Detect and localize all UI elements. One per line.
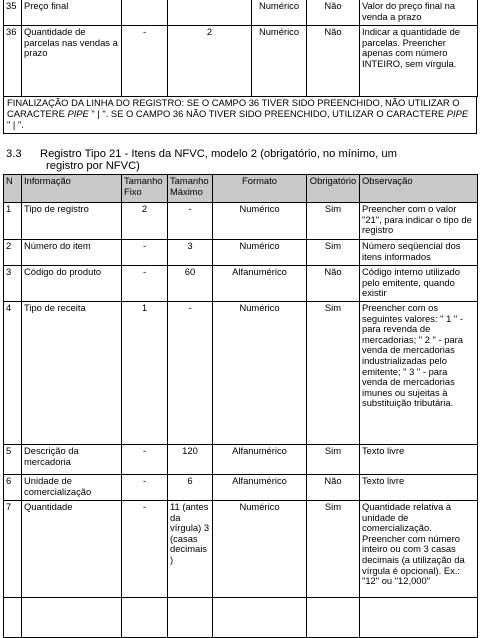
cell-max: 6 (168, 475, 213, 501)
table-row (4, 203, 478, 240)
cell-info: Tipo de registro (22, 203, 122, 240)
section-title-line1: Registro Tipo 21 - Itens da NFVC, modelo 2 (obrigatório, no mínimo, um (40, 148, 397, 160)
cell-n: 35 (4, 0, 22, 26)
cell-obrig: Não (307, 0, 360, 26)
section-title-line2: registro por NFVC) (46, 160, 140, 172)
cell-obrig: Não (307, 26, 360, 97)
cell-formato: Numérico (213, 240, 307, 266)
note-text-1: FINALIZAÇÃO DA LINHA DO REGISTRO: SE O CAMPO 36 TIVER SIDO PREENCHIDO, NÃO UTILIZAR O CARACTERE (7, 97, 460, 119)
table-row (4, 0, 478, 26)
cell-max: 60 (168, 266, 213, 302)
cell-n: 4 (4, 302, 22, 445)
cell-fixo: - (122, 501, 168, 598)
cell-formato: Numérico (252, 0, 307, 26)
cell-info: Descrição da mercadoria (22, 445, 122, 475)
cell-info: Tipo de receita (22, 302, 122, 445)
cell-fixo: - (122, 445, 168, 475)
table-row (4, 266, 478, 302)
cell-obs: Indicar a quantidade de parcelas. Preencher apenas com número INTEIRO, sem vírgula. (360, 26, 478, 97)
cell-formato: Alfanumérico (213, 475, 307, 501)
cell-formato: Numérico (213, 501, 307, 598)
table-row (4, 445, 478, 475)
header-n: N (4, 175, 22, 203)
cell-n: 3 (4, 266, 22, 302)
header-obs: Observação (360, 175, 478, 203)
note-text-2: " | ". SE O CAMPO 36 NÃO TIVER SIDO PREENCHIDO, UTILIZAR O CARACTERE (88, 108, 447, 119)
note-text-3: " | ". (7, 119, 24, 130)
cell-info: Preço final (22, 0, 122, 26)
cell-max: 3 (168, 240, 213, 266)
cell-fixo: - (122, 26, 168, 97)
cell-obs: Valor do preço final na venda a prazo (360, 0, 478, 26)
cell-info: Número do item (22, 240, 122, 266)
table-row-empty (4, 598, 478, 638)
cell-obrig: Sim (307, 445, 360, 475)
cell-fixo: 2 (122, 203, 168, 240)
header-formato: Formato (213, 175, 307, 203)
cell-obs: Texto livre (360, 445, 478, 475)
cell-formato: Numérico (252, 26, 307, 97)
record-line-finalization-note (3, 96, 477, 134)
continued-fields-table (3, 0, 478, 97)
cell-formato: Numérico (213, 203, 307, 240)
cell-n: 2 (4, 240, 22, 266)
cell-info: Código do produto (22, 266, 122, 302)
header-max: Tamanho Máximo (168, 175, 213, 203)
table-row (4, 240, 478, 266)
cell-info: Unidade de comercialização (22, 475, 122, 501)
cell-obrig: Sim (307, 240, 360, 266)
cell-obrig: Sim (307, 203, 360, 240)
note-pipe-1: PIPE (67, 108, 89, 119)
header-info: Informação (22, 175, 122, 203)
cell-max: 2 (168, 26, 252, 97)
cell-obs: Código interno utilizado pelo emitente, quando existir (360, 266, 478, 302)
cell-max: 11 (antes da vírgula) 3 (casas decimais) (168, 501, 213, 598)
cell-max: - (168, 203, 213, 240)
cell-obrig: Sim (307, 302, 360, 445)
cell-formato: Alfanumérico (213, 266, 307, 302)
cell-obs: Quantidade relativa à unidade de comercialização. Preencher com número inteiro ou com 3 casas decimais (a utilização da vírgula é opcional). Ex.: "12" ou "12,000" (360, 501, 478, 598)
table-header-row (4, 175, 478, 203)
cell-n: 36 (4, 26, 22, 97)
cell-fixo: - (122, 266, 168, 302)
cell-max: - (168, 302, 213, 445)
cell-obs: Preencher com o valor "21", para indicar o tipo de registro (360, 203, 478, 240)
cell-n: 1 (4, 203, 22, 240)
table-row (4, 302, 478, 445)
cell-obrig: Sim (307, 501, 360, 598)
table-row (4, 26, 478, 97)
note-pipe-2: PIPE (446, 108, 469, 119)
cell-obrig: Não (307, 266, 360, 302)
cell-n: 6 (4, 475, 22, 501)
cell-obs: Número seqüencial dos itens informados (360, 240, 478, 266)
cell-fixo (122, 0, 168, 26)
cell-n: 7 (4, 501, 22, 598)
header-obrig: Obrigatório (307, 175, 360, 203)
cell-fixo: - (122, 475, 168, 501)
header-fixo: Tamanho Fixo (122, 175, 168, 203)
cell-obs: Preencher com os seguintes valores: " 1 " - para revenda de mercadorias; " 2 " - para venda de mercadorias industrializadas pelo emitente; " 3 " - para venda de mercadorias imunes ou sujeitas à substituição tributária. (360, 302, 478, 445)
table-row (4, 475, 478, 501)
section-heading (6, 148, 472, 172)
cell-info: Quantidade de parcelas nas vendas a prazo (22, 26, 122, 97)
cell-formato: Alfanumérico (213, 445, 307, 475)
section-number: 3.3 (6, 148, 22, 160)
cell-formato: Numérico (213, 302, 307, 445)
record-21-fields-table (3, 174, 478, 638)
cell-obs: Texto livre (360, 475, 478, 501)
cell-obrig: Não (307, 475, 360, 501)
cell-max: 120 (168, 445, 213, 475)
cell-max (168, 0, 252, 26)
table-row (4, 501, 478, 598)
cell-fixo: - (122, 240, 168, 266)
cell-fixo: 1 (122, 302, 168, 445)
cell-n: 5 (4, 445, 22, 475)
cell-info: Quantidade (22, 501, 122, 598)
